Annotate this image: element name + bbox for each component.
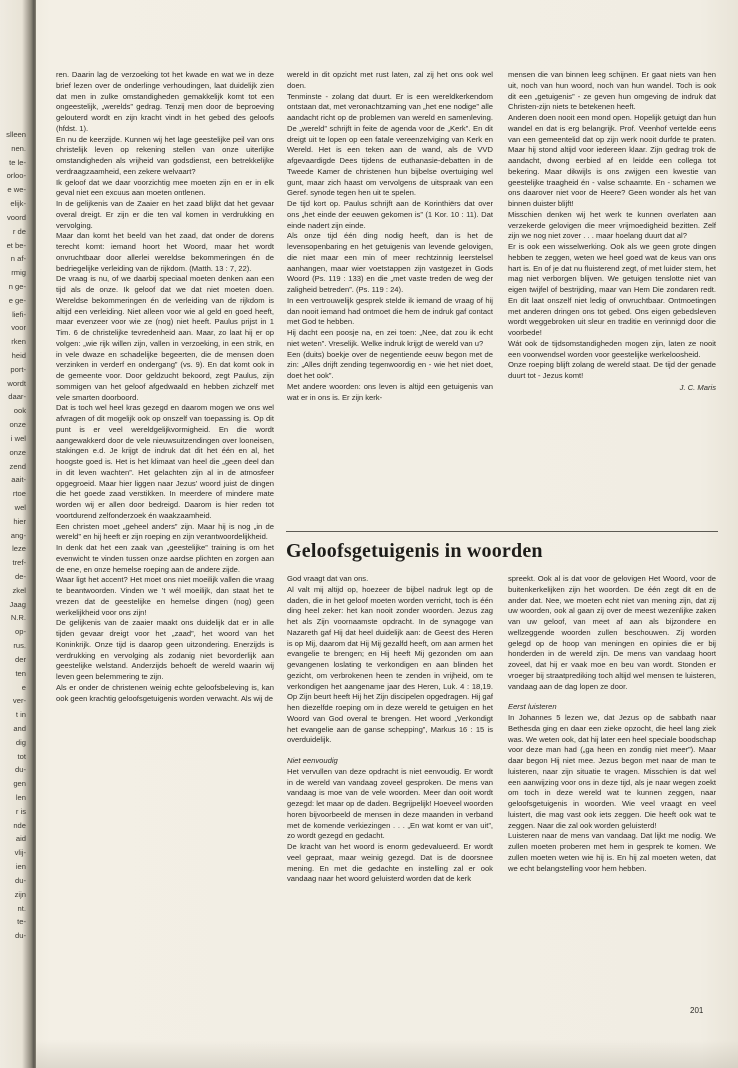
paragraph: Misschien denken wij het werk te kunnen overlaten aan verzekerde gelovigen die meer vrijmoedigheid bezitten. Zelf zijn we nog niet zover . . . maar hoelang duurt dat al? — [508, 209, 716, 241]
facing-page-text-fragment: len — [15, 793, 26, 802]
facing-page-text-fragment: et be- — [6, 241, 26, 250]
facing-page-text-fragment: gen — [13, 779, 26, 788]
paragraph: Tenminste - zolang dat duurt. Er is een wereldkerkendom ontstaan dat, met veronachtzaming van „het ene nodige” alle aandacht richt op de problemen van wereld en samenleving. De „wereld” schrijft in feite de agenda voor de „Kerk”. En dit dreigt uit te lopen op een fatale vereenzelviging van Kerk en Wereld. Het is een teken aan de wand, als de VVD afgevaardigde Dees tijdens de euthanasie-debatten in de Tweede Kamer de christenen hun bijbelse overtuiging wel gunt, maar zich haast om vervolgens de uitspraak van een Geref. synode tegen hen uit te spelen. — [287, 91, 493, 198]
facing-page-text-fragment: e ge- — [8, 296, 26, 305]
facing-page-text-fragment: wel — [14, 503, 26, 512]
article-column-2 — [287, 70, 493, 403]
paragraph: En nu de keerzijde. Kunnen wij het lage geestelijke peil van ons christelijk leven op rekening stellen van onze uiterlijke omstandigheden als vrijheid van godsdienst, een betrekkelijke verdraagzaamheid, een zekere welvaart? — [56, 134, 274, 176]
facing-page-text-fragment: e we- — [7, 185, 26, 194]
facing-page-text-fragment: vlij- — [14, 848, 26, 857]
facing-page-text-fragment: aid — [15, 834, 26, 843]
facing-page-text-fragment: ien — [15, 862, 26, 871]
facing-page-text-fragment: rmig — [11, 268, 26, 277]
paragraph: De vraag is nu, of we daarbij speciaal moeten denken aan een tijd als de onze. Ik geloof dat we dat niet moeten doen. Wereldse bekommeringen én de verleiding van de rijkdom is altijd een verleiding. Niet alleen voor wie al geld en goed heeft, maar evenzeer voor wie ze (nog) niet heeft. Paulus prijst in 1 Tim. 6 de christelijke tevredenheid aan. Maar, zo laat hij er op volgen: „wie rijk willen zijn, vallen in verzoeking, in een strik, en in vele dwaze en schadelijke begeerten, die de mensen doen verzinken in verderf en ondergang” (vs. 9). En dat komt ook in de gemeente voor. Door geldzucht bekoord, zegt Paulus, zijn sommigen van het geloof afgedwaald en hebben zichzelf met vele smarten doorboord. — [56, 274, 274, 402]
facing-page-text-fragment: ver- — [12, 696, 26, 705]
facing-page-text-fragment: ang- — [10, 531, 26, 540]
section-divider — [286, 531, 718, 532]
facing-page-text-fragment: and — [13, 724, 26, 733]
facing-page-text-fragment: nde — [13, 821, 26, 830]
article-subheading: Niet eenvoudig — [287, 756, 338, 765]
facing-page-text-fragment: liefi- — [12, 310, 26, 319]
facing-page-text-fragment: e — [21, 683, 26, 692]
facing-page-text-fragment: rtoe — [12, 489, 26, 498]
facing-page-text-fragment: zkel — [12, 586, 26, 595]
facing-page-text-fragment: n ge- — [8, 282, 26, 291]
facing-page-text-fragment: ook — [13, 406, 26, 415]
paragraph: Als onze tijd één ding nodig heeft, dan is het de levensopenbaring en het getuigenis van levende gelovigen, die niet maar een min of meer rechtzinnig leerstelsel aanhangen, maar wier voetstappen zijn vastgezet in Gods Woord (Ps. 119 : 133) en die „met vaste treden de weg der zaligheid betreden”. (Ps. 119 : 24). — [287, 231, 493, 294]
paragraph: Er is ook een wisselwerking. Ook als we geen grote dingen hebben te zeggen, weten we heel goed wat de keus van ons hart is. En of je dat nu fluisterend zegt, of met luider stem, het mag niet verborgen blijven. We getuigen tenslotte niet van eigen twijfel of bestrijding, maar van Hem Die zondaren redt. En dit laat onszelf niet ledig of onvruchtbaar. Ontmoetingen met anderen dringen ons tot gebed. Ons eigen gebedsleven wordt weggebroken uit sleur en traditie en verinnigd door die voorbede! — [508, 242, 716, 337]
facing-page-text-fragment: du- — [15, 765, 26, 774]
facing-page-text-fragment: slleen — [6, 130, 26, 139]
facing-page-text-fragment: te le- — [9, 158, 26, 167]
paragraph: Wát ook de tijdsomstandigheden mogen zijn, laten ze nooit een voorwendsel worden voor geestelijke werkeloosheid. — [508, 338, 716, 359]
page-shadow — [36, 1040, 738, 1068]
paragraph: In Johannes 5 lezen we, dat Jezus op de sabbath naar Bethesda ging en daar een zieke opzocht, die heel lang ziek was. We weten ook, dat hij later een heel speciale boodschap voor deze man had („ga heen en zondig niet meer”). Maar daar begon Hij niet mee. Jezus begon met naar de man te luisteren, naar zijn situatie te vragen. Misschien is dat wel een aanwijzing voor ons in deze tijd, als je naar wegen zoekt om toch in deze wereld wat te kunnen zeggen, naar geloofsgetuigenis in woorden. Wie veel vraagt en veel luistert, die mag vast ook iets zeggen. Die heeft ook wat te zeggen. Naar die zal ook worden geluisterd! — [508, 713, 716, 830]
facing-page-text-fragment: N.R. — [10, 613, 26, 622]
facing-page-text-fragment: port- — [10, 365, 26, 374]
paragraph: Waar ligt het accent? Het moet ons niet moeilijk vallen die vraag te beantwoorden. Vinden we ’t wél moeilijk, dan staat het te vrezen dat de geestelijke en hemelse dingen (nog) geen werkelijkheid voor ons zijn! — [56, 575, 274, 617]
facing-page-text-fragment: daar- — [8, 392, 26, 401]
paragraph: spreekt. Ook al is dat voor de gelovigen Het Woord, voor de buitenkerkelijken zijn het woorden. De één zegt dit en de ander dat. Nee, we moeten echt niet van mening zijn, dat zij uw woorden, ook al gaan zij over de meest wezenlijke zaken van uw geloof, van meet af aan als bijzondere en wellzeggende woorden zullen beschouwen. Zij worden gelegd op de hoop van meningen en opinies die er bij honderden in de wereld zijn. De mens van vandaag hoort zoveel, dat hij er vaak moe en beu van wordt. Stonden er vroeger bij straatprediking toch altijd wel mensen te luisteren, vandaag aan de dag lopen ze door. — [508, 574, 716, 691]
facing-page-text-fragment: r de — [12, 227, 26, 236]
facing-page-text-fragment: r is — [15, 807, 26, 816]
facing-page-text-fragment: leze — [12, 544, 26, 553]
paragraph: Een (duits) boekje over de negentiende eeuw begon met de zin: „Alles drijft zending tegenwoordig en - wie het niet doet, doet het ook”. — [287, 349, 493, 380]
paragraph: In de gelijkenis van de Zaaier en het zaad blijkt dat het gevaar overal dreigt. Er zijn er die ten val komen in verdrukking en vervolging. — [56, 199, 274, 230]
facing-page-text-fragment: zijn — [14, 890, 26, 899]
facing-page-text-fragment: elijk- — [10, 199, 26, 208]
paragraph: In denk dat het een zaak van „geestelijke” training is om het evenwicht te vinden tussen onze aardse plichten en zorgen aan de ene, en onze hemelse roeping aan de andere zijde. — [56, 543, 274, 574]
facing-page-text-fragment: zend — [9, 462, 26, 471]
paragraph: Als er onder de christenen weinig echte geloofsbeleving is, kan ook geen krachtig geloofsgetuigenis worden verwacht. Als wij de — [56, 682, 274, 703]
facing-page-text-fragment: Jaag — [9, 600, 26, 609]
facing-page-text-fragment: tref- — [12, 558, 26, 567]
facing-page-text-fragment: voord — [7, 213, 26, 222]
facing-page-text-fragment: rus. — [13, 641, 26, 650]
article-subheading: Eerst luisteren — [508, 702, 557, 712]
paragraph: Al valt mij altijd op, hoezeer de bijbel nadruk legt op de daden, die in het geloof moeten worden verricht, toch is één ding heel zeker: het kan nooit zonder woorden. Jezus zag het als Zijn voornaamste opdracht. In de synagoge van Nazareth gaf Hij dat heel duidelijk aan: de Geest des Heren is op Mij, daarom dat Hij Mij gezalfd heeft, om aan armen het evangelie te brengen; en Hij heeft Mij gezonden om aan gevangenen loslating te verkondigen en aan blinden het gezicht, om verbrokenen heen te zenden in vrijheid, om te verkondigen het aangename jaar des Heren, Luk. 4 : 18,19. Op Zijn beurt heeft Hij het Zijn discipelen opgedragen. Hij gaf hen diezelfde roeping om in deze wereld te getuigen en het Woord van God overal te brengen. Het woord „Verkondigt het evangelie aan de ganse schepping”, Markus 16 : 15 is overduidelijk. — [287, 584, 493, 745]
facing-page-text-fragment: op- — [15, 627, 26, 636]
paragraph: wereld in dit opzicht met rust laten, zal zij het ons ook wel doen. — [287, 70, 493, 90]
paragraph: Onze roeping blijft zolang de wereld staat. De tijd der genade duurt tot - Jezus komt! — [508, 360, 716, 380]
facing-page-text-fragment: voor — [11, 323, 26, 332]
facing-page-text-fragment: ten — [15, 669, 26, 678]
paragraph: ren. Daarin lag de verzoeking tot het kwade en wat we in deze brief lezen over de onderlinge verhoudingen, laat duidelijk zien dat men in zulke omstandigheden gemakkelijk komt tot een ongeestelijk, „werelds” gedrag. Tenzij men door de beproeving gelouterd wordt en zijn kracht vindt in het gebed des geloofs (hfdst. 1). — [56, 70, 274, 133]
facing-page-text-fragment: de- — [15, 572, 26, 581]
facing-page-text-fragment: te- — [17, 917, 26, 926]
page-number: 201 — [690, 1006, 704, 1015]
paragraph: Dat is toch wel heel kras gezegd en daarom mogen we ons wel afvragen of dit mogelijk ook op onszelf van toepassing is. Op dit punt is er veel wereldgelijkvormigheid. En die wordt aangewakkerd door de vele nieuwsuitzendingen over looneisen, stakingen e.d. Je krijgt de indruk dat dit het één en al, het hoogste goed is. Het is het klimaat van heel die „geen deel dan in dit leven wachten”. Het gelachten zijn al in de atmosfeer opgegroeid. Maar hier liggen naar Jezus’ woord juist de dingen die het goede zaad verstikken. In meerdere of mindere mate worden wij er allen door bedreigd. Daarom is hier reden tot voortdurend zelfonderzoek én waakzaamheid. — [56, 403, 274, 520]
facing-page-text-fragment: tot — [17, 752, 26, 761]
article-column-3 — [508, 70, 716, 394]
paragraph: De gelijkenis van de zaaier maakt ons duidelijk dat er in alle tijden gevaar dreigt voor het „zaad”, het woord van het Koninkrijk. Onze tijd is daarop geen uitzondering. Enerzijds is verdrukking en vervolging als zodanig niet bevorderlijk aan geestelijke welstand. Anderzijds behoeft de wereld waarin wij leven geen belemmering te zijn. — [56, 618, 274, 681]
facing-page-text-fragment: i wel — [10, 434, 26, 443]
facing-page-text-fragment: orloo- — [6, 171, 26, 180]
facing-page-text-fragment: dig — [15, 738, 26, 747]
facing-page-text-fragment: heid — [11, 351, 26, 360]
paragraph: De kracht van het woord is enorm gedevalueerd. Er wordt veel gepraat, maar weinig gezegd. Dat is de doorsnee mening. En met die gedachte en instelling zal er ook vandaag naar het woord geluisterd worden dat de kerk — [287, 842, 493, 884]
author-signature: J. C. Maris — [679, 382, 716, 392]
paragraph: Met andere woorden: ons leven is altijd een getuigenis van wat er in ons is. Er zijn kerk- — [287, 381, 493, 402]
paragraph: In een vertrouwelijk gesprek stelde ik iemand de vraag of hij dan nooit iemand had ontmoet die hem de indruk gaf contact met God te hebben. — [287, 295, 493, 327]
facing-page-text-fragment: onze — [9, 448, 26, 457]
facing-page-text-fragment: hier — [13, 517, 26, 526]
facing-page-text-fragment: t in — [15, 710, 26, 719]
facing-page-text-fragment: n af- — [10, 254, 26, 263]
paragraph: God vraagt dat van ons. — [287, 574, 369, 583]
paragraph: Maar dan komt het beeld van het zaad, dat onder de dorens terecht komt: iemand hoort het Woord, maar het wordt onvruchtbaar door allerlei wereldse bekommeringen én de bedriegelijke verleiding van de rijkdom. (Matth. 13 : 7, 22). — [56, 231, 274, 273]
article-column-1 — [56, 70, 274, 704]
paragraph: Luisteren naar de mens van vandaag. Dat lijkt me nodig. We zullen moeten proberen met hem in gesprek te komen. We zullen moeten weten wie hij is. En hij zal moeten weten, dat we echt belangstelling voor hem hebben. — [508, 831, 716, 873]
facing-page-text-fragment: onze — [9, 420, 26, 429]
left-page-gutter — [0, 0, 36, 1068]
article-column-4 — [287, 574, 493, 885]
facing-page-text-fragment: der — [15, 655, 26, 664]
paragraph: De tijd kort op. Paulus schrijft aan de Korinthiërs dat over ons „het einde der eeuwen gekomen is” (1 Kor. 10 : 11). Dat einde nadert zijn einde. — [287, 199, 493, 230]
facing-page-text-fragment: du- — [15, 876, 26, 885]
paragraph: Hij dacht een poosje na, en zei toen: „Nee, dat zou ik echt niet weten”. Vreselijk. Welke indruk krijgt de wereld van u? — [287, 328, 493, 348]
facing-page-text-fragment: nen. — [11, 144, 26, 153]
facing-page-text-fragment: rken — [11, 337, 26, 346]
paragraph: Een christen moet „geheel anders” zijn. Maar hij is nog „in de wereld” en hij heeft er zijn roeping en zijn verantwoordelijkheid. — [56, 521, 274, 542]
article-column-5 — [508, 574, 716, 874]
facing-page-text-fragment: aait- — [11, 475, 26, 484]
facing-page-text-fragment: nt. — [17, 904, 26, 913]
paragraph: mensen die van binnen leeg schijnen. Er gaat niets van hen uit, noch van hun woord, noch van hun wandel. Toch is ook dit een „getuigenis” - ze geven hun omgeving de indruk dat Christen-zijn niets te betekenen heeft. — [508, 70, 716, 112]
facing-page-text-fragment: wordt — [7, 379, 26, 388]
paragraph: Het vervullen van deze opdracht is niet eenvoudig. Er wordt in de wereld van vandaag zoveel gesproken. De mens van vandaag is moe van de vele woorden. Meer dan ooit wordt gezegd: let maar op de daden. Begrijpelijk! Hoeveel woorden horen bijvoorbeeld de mensen in deze maanden in verband met de komende verkiezingen . . . „En wat komt er van uit”, zo wordt gezegd en gedacht. — [287, 766, 493, 841]
facing-page-text-fragment: du- — [15, 931, 26, 940]
article-headline: Geloofsgetuigenis in woorden — [286, 540, 543, 562]
paragraph: Ik geloof dat we daar voorzichtig mee moeten zijn en er in elk geval niet een excuus aan moeten ontlenen. — [56, 177, 274, 198]
paragraph: Anderen doen nooit een mond open. Hopelijk getuigt dan hun wandel en dat is erg belangrijk. Prof. Veenhof vertelde eens van een gemeentelid dat op zijn werk nooit durfde te praten. Maar hij stond altijd voor iedereen klaar. Zijn gedrag trok de aandacht, dwong eerbied af en leidde een collega tot bekering. Maar dikwijls is ons zwijgen een kwestie van geestelijke traagheid én - valse schaamte. En - schamen we ons daarover niet voor de Heere? Geen wonder als het van binnen duister blijft! — [508, 113, 716, 208]
